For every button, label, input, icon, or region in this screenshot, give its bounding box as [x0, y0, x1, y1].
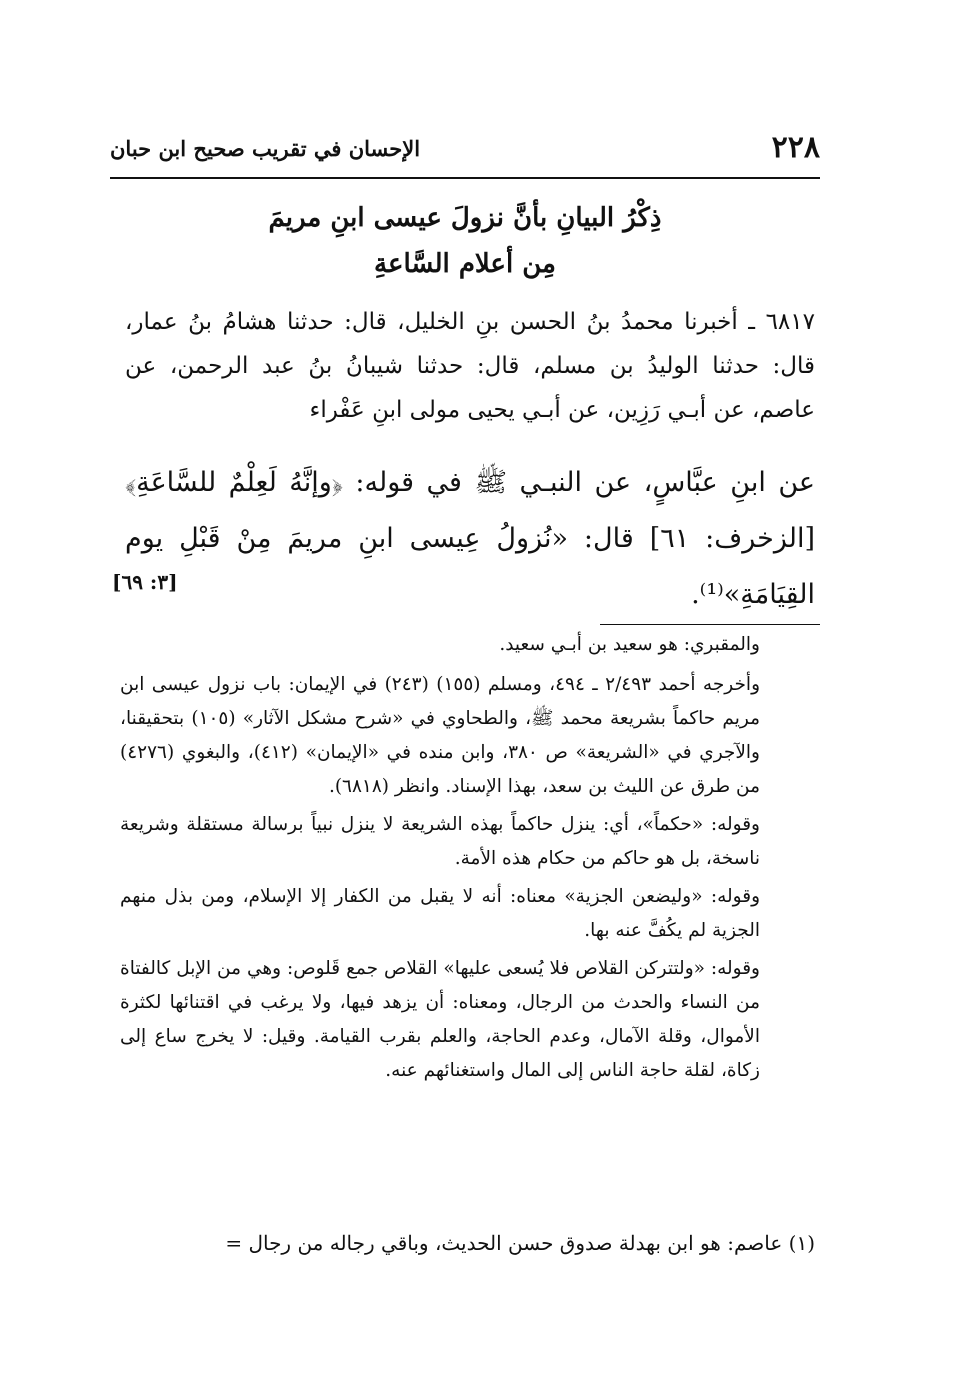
footnote-text: (١) عاصم: هو ابن بهدلة صدوق حسن الحديث، وباقي رجاله من رجال =: [225, 1231, 815, 1255]
running-title: الإحسان في تقريب صحيح ابن حبان: [110, 136, 421, 161]
hadith-reference: [٣: ٦٩]: [112, 570, 178, 594]
section-title: [110, 195, 820, 287]
note-paragraph: والمقبري: هو سعيد بن أبـي سعيد.: [499, 634, 760, 655]
hadith-isnad: [125, 300, 815, 432]
note-paragraph: وقوله: «ولتتركن القلاص فلا يُسعى عليها» القلاص جمع قَلوص: وهي من الإبل كالفتاة من النساء والحدث من الرجال، ومعناه: أن يزهد فيها، ولا يرغب في اقتنائها لكثرة الأموال، وقلة الآمال، وعدم الحاجة، والعلم بقرب القيامة. وقيل: لا يخرج ساع إلى زكاة، لقلة حاجة الناس إلى المال واستغنائهم عنه.: [120, 958, 760, 1081]
page-header: [110, 128, 820, 172]
header-rule: [110, 177, 820, 179]
matn-text: عن ابنِ عبَّاسٍ، عن النبـي ﷺ في قوله: ﴿وإنَّهُ لَعِلْمٌ للسَّاعَةِ﴾ [الزخرف: ٦١] قال: «نُزولُ عِيسى ابنِ مريمَ مِنْ قَبْلِ يوم القِيَامَةِ»⁽¹⁾.: [125, 467, 815, 610]
note-paragraph: وأخرجه أحمد ٢/٤٩٣ ـ ٤٩٤، ومسلم (١٥٥) (٢٤٣) في الإيمان: باب نزول عيسى ابن مريم حاكماً بشريعة محمد ﷺ، والطحاوي في «شرح مشكل الآثار» (١٠٥) بتحقيقنا، والآجري في «الشريعة» ص ٣٨٠، وابن منده في «الإيمان» (٤١٢)، والبغوي (٤٢٧٦) من طرق عن الليث بن سعد، بهذا الإسناد. وانظر (٦٨١٨).: [120, 674, 761, 797]
footnote: [105, 1228, 815, 1258]
section-title-line2: مِن أعلام السَّاعةِ: [374, 249, 556, 279]
commentary-notes: [120, 628, 760, 1092]
isnad-text: ٦٨١٧ ـ أخبرنا محمدُ بنُ الحسن بنِ الخليل، قال: حدثنا هشامُ بنُ عمار، قال: حدثنا الوليدُ بن مسلم، قال: حدثنا شيبانُ بنُ عبد الرحمن، عن عاصم، عن أبـي رَزِين، عن أبـي يحيى مولى ابنِ عَفْراء: [125, 309, 815, 423]
notes-separator: [600, 624, 820, 625]
page-number: ٢٢٨: [771, 130, 820, 165]
note-paragraph: وقوله: «حكماً»، أي: ينزل حاكماً بهذه الشريعة لا ينزل نبياً برسالة مستقلة وشريعة ناسخة، بل هو حاكم من حكام هذه الأمة.: [120, 814, 760, 869]
note-paragraph: وقوله: «وليضعن الجزية» معناه: أنه لا يقبل من الكفار إلا الإسلام، ومن بذل منهم الجزية لم يكُفَّ عنه بها.: [120, 886, 760, 941]
section-title-line1: ذِكْرُ البيانِ بأنَّ نزولَ عيسى ابنِ مريمَ: [268, 203, 662, 233]
hadith-matn: [125, 455, 815, 623]
